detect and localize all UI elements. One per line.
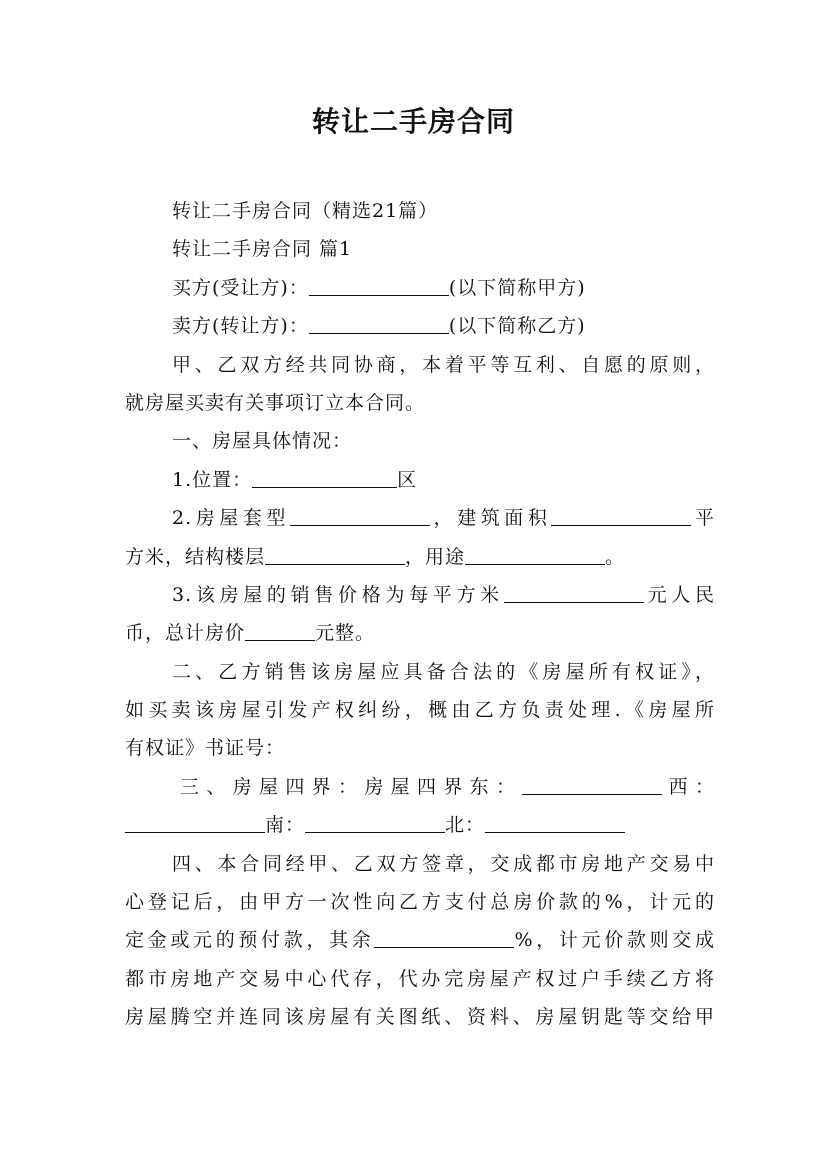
deposit-label: 定金或元的预付款，其余 — [125, 929, 375, 952]
paragraph-line — [125, 960, 715, 998]
price-label: 3.该房屋的销售价格为每平方米 — [172, 583, 504, 606]
clause-heading-text: 一、房屋具体情况： — [172, 430, 353, 453]
paragraph-line — [125, 998, 715, 1036]
paragraph-line — [125, 384, 715, 422]
location-blank — [252, 467, 397, 488]
structure-line — [125, 538, 715, 576]
paragraph-line — [125, 691, 715, 729]
buyer-blank — [309, 275, 449, 296]
location-label: 1.位置： — [172, 468, 253, 491]
house-type-label: 2.房屋套型 — [172, 507, 290, 530]
boundary-west-label: 西： — [662, 775, 715, 798]
seller-label: 卖方(转让方)： — [172, 315, 309, 338]
total-price-suffix: 元整。 — [315, 622, 376, 645]
paragraph-text: 四、本合同经甲、乙双方签章，交成都市房地产交易中 — [172, 852, 715, 875]
boundary-line-2 — [125, 806, 715, 844]
boundary-line — [125, 768, 715, 806]
boundary-north-label: 北： — [445, 814, 486, 837]
paragraph-text: 都市房地产交易中心代存，代办完房屋产权过户手续乙方将 — [125, 967, 715, 990]
location-line — [125, 461, 715, 499]
boundary-west-blank — [125, 812, 265, 833]
section-heading-line — [125, 230, 715, 268]
boundary-east-label: 三、房屋四界：房屋四界东： — [180, 775, 523, 798]
total-price-blank — [245, 620, 315, 641]
paragraph-text: 房屋腾空并连同该房屋有关图纸、资料、房屋钥匙等交给甲 — [125, 1006, 715, 1029]
buyer-label: 买方(受让方)： — [172, 276, 309, 299]
document-title: 转让二手房合同 — [311, 105, 515, 138]
paragraph-line — [125, 883, 715, 921]
usage-label: ，用途 — [405, 545, 466, 568]
deposit-blank — [374, 927, 514, 948]
house-type-line — [125, 499, 715, 537]
buyer-line — [125, 269, 715, 307]
seller-blank — [309, 313, 449, 334]
total-price-label: 币，总计房价 — [125, 622, 246, 645]
paragraph-text: 如买卖该房屋引发产权纠纷，概由乙方负责处理.《房屋所 — [125, 699, 715, 722]
clause-heading-line — [125, 422, 715, 460]
boundary-east-blank — [522, 774, 662, 795]
structure-label: 方米，结构楼层 — [125, 545, 266, 568]
area-label: ，建筑面积 — [429, 507, 552, 530]
house-type-blank — [290, 505, 430, 526]
structure-blank — [265, 544, 405, 565]
paragraph-text: 有权证》书证号： — [125, 737, 286, 760]
paragraph-text: 心登记后，由甲方一次性向乙方支付总房价款的%，计元的 — [125, 891, 715, 914]
seller-note: (以下简称乙方) — [448, 315, 586, 338]
paragraph-text: 就房屋买卖有关事项订立本合同。 — [125, 391, 426, 414]
paragraph-line — [125, 653, 715, 691]
location-suffix: 区 — [397, 468, 418, 491]
area-blank — [551, 505, 691, 526]
section-heading-text: 转让二手房合同 篇1 — [172, 238, 353, 261]
boundary-south-blank — [305, 812, 445, 833]
deposit-suffix: %，计元价款则交成 — [514, 929, 715, 952]
paragraph-line — [125, 729, 715, 767]
boundary-north-blank — [485, 812, 625, 833]
document-body — [125, 192, 715, 1037]
price-blank — [504, 582, 644, 603]
total-price-line — [125, 614, 715, 652]
paragraph-text: 二、乙方销售该房屋应具备合法的《房屋所有权证》， — [172, 660, 715, 683]
price-suffix: 元人民 — [643, 583, 715, 606]
subtitle-text: 转让二手房合同（精选21篇） — [172, 200, 439, 222]
subtitle-line — [125, 192, 715, 230]
paragraph-line — [125, 346, 715, 384]
price-line — [125, 576, 715, 614]
paragraph-line — [125, 845, 715, 883]
paragraph-text: 甲、乙双方经共同协商，本着平等互利、自愿的原则， — [172, 353, 715, 376]
area-suffix: 平 — [691, 507, 715, 530]
boundary-south-label: 南： — [265, 814, 306, 837]
buyer-note: (以下简称甲方) — [448, 276, 586, 299]
usage-suffix: 。 — [605, 545, 626, 568]
usage-blank — [465, 544, 605, 565]
deposit-line — [125, 921, 715, 959]
seller-line — [125, 307, 715, 345]
